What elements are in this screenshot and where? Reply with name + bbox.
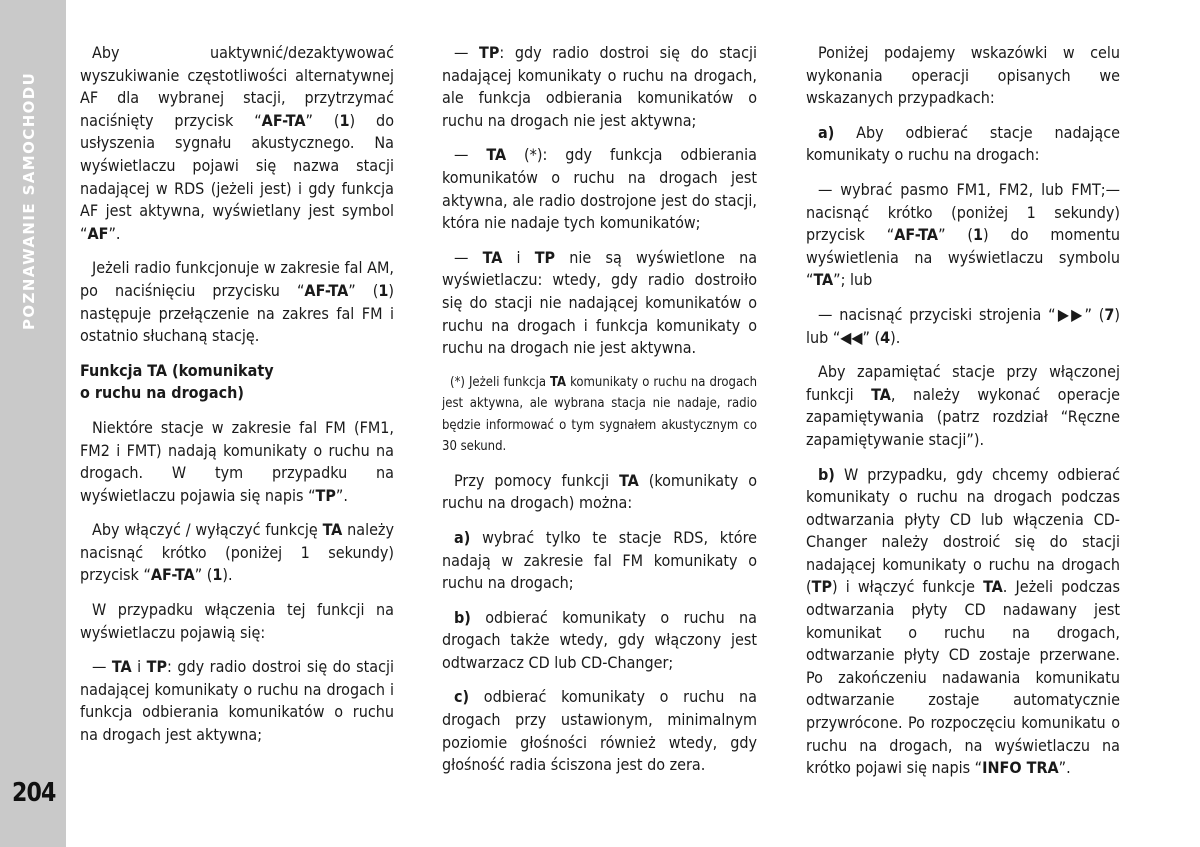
- paragraph: Aby zapamiętać stacje przy włączonej funkcji TA, należy wykonać operacje zapamiętywania (patrz rozdział “Ręczne zapamiętywanie stacji”).: [806, 362, 1120, 449]
- list-item: — nacisnąć przyciski strojenia “▶▶” (7) lub “◀◀” (4).: [806, 304, 1121, 347]
- paragraph: Poniżej podajemy wskazówki w celu wykonania operacji opisanych we wskazanych przypadkach:: [806, 43, 1120, 108]
- column-2: [442, 42, 757, 789]
- list-item: — TP: gdy radio dostroi się do stacji nadającej komunikaty o ruchu na drogach, ale funkcja odbierania komunikatów o ruchu na drogach nie jest aktywna;: [442, 43, 758, 130]
- section-title-vertical: [20, 71, 40, 350]
- section-heading: Funkcja TA (komunikaty o ruchu na drogach): [80, 360, 274, 403]
- paragraph: Przy pomocy funkcji TA (komunikaty o ruchu na drogach) można:: [442, 470, 758, 513]
- rewind-icon: ◀◀: [840, 327, 863, 347]
- footnote: (*) Jeżeli funkcja TA komunikaty o ruchu na drogach jest aktywna, ale wybrana stacja nie nadaje, radio będzie informować o tym sygnałem akustycznym co 30 sekund.: [442, 374, 757, 455]
- paragraph: b) W przypadku, gdy chcemy odbierać komunikaty o ruchu na drogach podczas odtwarzania płyty CD lub włączenia CD-Changer należy dostroić się do stacji nadającej komunikaty o ruchu na drogach (TP) i włączyć funkcje TA. Jeżeli podczas odtwarzania płyty CD nadawany jest komunikat o ruchu na drogach, odtwarzanie płyty CD zostaje przerwane. Po zakończeniu nadawania komunikatu odtwarzanie zostaje automatycznie przywrócone. Po rozpoczęciu komunikatu o ruchu na drogach, na wyświetlaczu na krótko pojawi się napis “INFO TRA”.: [806, 464, 1120, 778]
- sidebar: [0, 0, 66, 847]
- paragraph: Aby włączyć / wyłączyć funkcję TA należy nacisnąć krótko (poniżej 1 sekundy) przycisk “AF-TA” (1).: [80, 520, 394, 585]
- page-number: 204: [12, 778, 56, 808]
- list-item: b) odbierać komunikaty o ruchu na drogach także wtedy, gdy włączony jest odtwarzacz CD lub CD-Changer;: [442, 607, 757, 672]
- list-item: — wybrać pasmo FM1, FM2, lub FMT;— nacisnąć krótko (poniżej 1 sekundy) przycisk “AF-TA” (1) do momentu wyświetlenia na wyświetlaczu symbolu “TA”; lub: [806, 179, 1120, 290]
- list-item: c) odbierać komunikaty o ruchu na drogach przy ustawionym, minimalnym poziomie głośności również wtedy, gdy głośność radia ściszona jest do zera.: [442, 687, 757, 775]
- paragraph: W przypadku włączenia tej funkcji na wyświetlaczu pojawią się:: [80, 600, 394, 642]
- list-item: — TA (*): gdy funkcja odbierania komunikatów o ruchu na drogach jest aktywna, ale radio dostrojone jest do stacji, która nie nadaje tych komunikatów;: [442, 145, 757, 233]
- paragraph: Jeżeli radio funkcjonuje w zakresie fal AM, po naciśnięciu przycisku “AF-TA” (1) następuje przełączenie na zakres fal FM i ostatnio słuchaną stację.: [80, 258, 395, 346]
- list-item: a) wybrać tylko te stacje RDS, które nadają w zakresie fal FM komunikaty o ruchu na drogach;: [442, 527, 757, 593]
- column-1: [80, 42, 394, 759]
- paragraph: Aby uaktywnić/dezaktywować wyszukiwanie częstotliwości alternatywnej AF dla wybranej stacji, przytrzymać naciśnięty przycisk “AF-TA” (1) do usłyszenia sygnału akustycznego. Na wyświetlaczu pojawi się nazwa stacji nadającej w RDS (jeżeli jest) i gdy funkcja AF jest aktywna, wyświetlany jest symbol “AF”.: [80, 43, 394, 243]
- paragraph: Niektóre stacje w zakresie fal FM (FM1, FM2 i FMT) nadają komunikaty o ruchu na drogach. W tym przypadku na wyświetlaczu pojawia się napis “TP”.: [80, 417, 394, 505]
- section-title: POZNAWANIE SAMOCHODU: [20, 71, 38, 330]
- fast-forward-icon: ▶▶: [1055, 304, 1085, 324]
- paragraph: a) Aby odbierać stacje nadające komunikaty o ruchu na drogach:: [806, 122, 1120, 165]
- list-item: — TA i TP: gdy radio dostroi się do stacji nadającej komunikaty o ruchu na drogach i funkcja odbierania komunikatów o ruchu na drogach jest aktywna;: [80, 657, 395, 745]
- list-item: — TA i TP nie są wyświetlone na wyświetlaczu: wtedy, gdy radio dostroiło się do stacji nie nadającej komunikatów o ruchu na drogach i funkcja komunikaty o ruchu na drogach nie jest aktywna.: [442, 247, 758, 358]
- column-3: [806, 42, 1120, 792]
